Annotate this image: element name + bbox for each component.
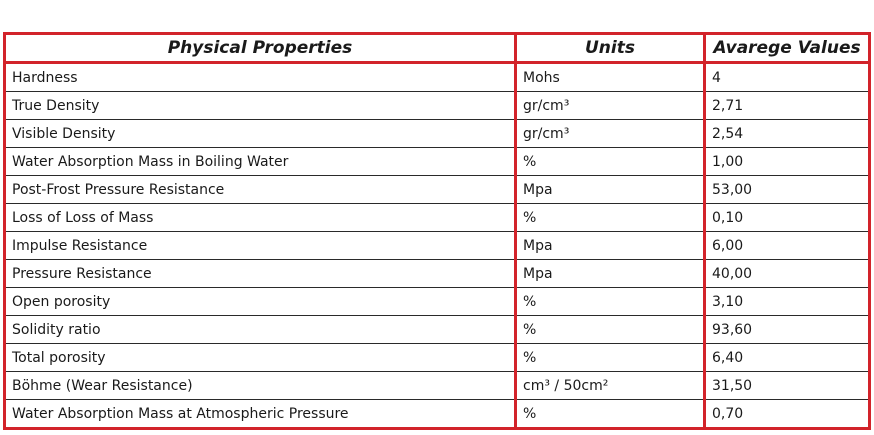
table-row	[5, 148, 870, 176]
physical-properties-table	[3, 32, 871, 430]
property-cell: Open porosity	[5, 288, 516, 316]
unit-cell: %	[516, 148, 705, 176]
property-cell: Water Absorption Mass in Boiling Water	[5, 148, 516, 176]
property-cell: Hardness	[5, 63, 516, 92]
table-row	[5, 400, 870, 429]
value-cell: 0,70	[705, 400, 870, 429]
unit-cell: Mpa	[516, 260, 705, 288]
property-cell: Pressure Resistance	[5, 260, 516, 288]
table-header-row	[5, 34, 870, 63]
table-row	[5, 176, 870, 204]
property-cell: Post-Frost Pressure Resistance	[5, 176, 516, 204]
unit-cell: Mpa	[516, 176, 705, 204]
unit-cell: %	[516, 288, 705, 316]
property-cell: Loss of Loss of Mass	[5, 204, 516, 232]
unit-cell: %	[516, 316, 705, 344]
unit-cell: gr/cm³	[516, 120, 705, 148]
unit-cell: Mpa	[516, 232, 705, 260]
value-cell: 2,54	[705, 120, 870, 148]
value-cell: 2,71	[705, 92, 870, 120]
physical-properties-table-container	[3, 32, 868, 430]
table-row	[5, 372, 870, 400]
value-cell: 1,00	[705, 148, 870, 176]
property-cell: True Density	[5, 92, 516, 120]
property-cell: Böhme (Wear Resistance)	[5, 372, 516, 400]
value-cell: 6,40	[705, 344, 870, 372]
table-row	[5, 260, 870, 288]
property-cell: Solidity ratio	[5, 316, 516, 344]
property-cell: Total porosity	[5, 344, 516, 372]
table-row	[5, 316, 870, 344]
unit-cell: gr/cm³	[516, 92, 705, 120]
unit-cell: %	[516, 400, 705, 429]
value-cell: 31,50	[705, 372, 870, 400]
table-row	[5, 204, 870, 232]
value-cell: 40,00	[705, 260, 870, 288]
table-row	[5, 92, 870, 120]
unit-cell: Mohs	[516, 63, 705, 92]
value-cell: 6,00	[705, 232, 870, 260]
table-row	[5, 63, 870, 92]
header-average-values: Avarege Values	[705, 34, 870, 63]
table-row	[5, 120, 870, 148]
header-physical-properties: Physical Properties	[5, 34, 516, 63]
table-row	[5, 232, 870, 260]
value-cell: 3,10	[705, 288, 870, 316]
unit-cell: %	[516, 344, 705, 372]
table-row	[5, 288, 870, 316]
property-cell: Impulse Resistance	[5, 232, 516, 260]
value-cell: 93,60	[705, 316, 870, 344]
unit-cell: cm³ / 50cm²	[516, 372, 705, 400]
value-cell: 0,10	[705, 204, 870, 232]
value-cell: 53,00	[705, 176, 870, 204]
property-cell: Visible Density	[5, 120, 516, 148]
property-cell: Water Absorption Mass at Atmospheric Pressure	[5, 400, 516, 429]
header-units: Units	[516, 34, 705, 63]
unit-cell: %	[516, 204, 705, 232]
table-row	[5, 344, 870, 372]
value-cell: 4	[705, 63, 870, 92]
